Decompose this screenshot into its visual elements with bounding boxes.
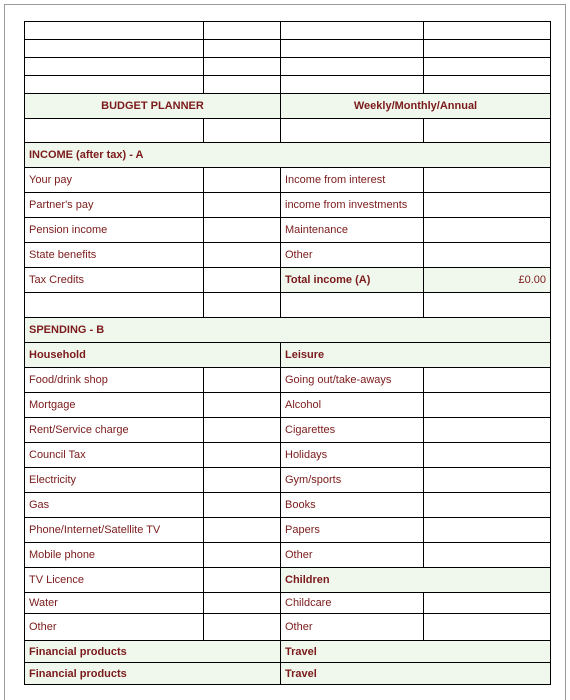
blank-row (25, 58, 551, 76)
row-label: Cigarettes (281, 418, 424, 443)
budget-planner-sheet (24, 21, 551, 685)
amount-cell[interactable] (204, 218, 281, 243)
amount-cell[interactable] (424, 368, 551, 393)
table-row (25, 443, 551, 468)
amount-cell[interactable] (204, 593, 281, 614)
children-heading: Children (281, 568, 551, 593)
amount-cell[interactable] (424, 614, 551, 641)
amount-cell[interactable] (204, 243, 281, 268)
row-label: Holidays (281, 443, 424, 468)
row-label: income from investments (281, 193, 424, 218)
category-heading-row (25, 343, 551, 368)
amount-cell[interactable] (204, 518, 281, 543)
page-title: BUDGET PLANNER (25, 94, 281, 119)
row-label: Food/drink shop (25, 368, 204, 393)
table-row (25, 614, 551, 641)
table-row (25, 193, 551, 218)
amount-cell[interactable] (204, 368, 281, 393)
amount-cell[interactable] (204, 493, 281, 518)
row-label: Council Tax (25, 443, 204, 468)
amount-cell[interactable] (204, 168, 281, 193)
amount-cell[interactable] (424, 243, 551, 268)
category-heading-row (25, 641, 551, 663)
table-row (25, 268, 551, 293)
amount-cell[interactable] (424, 168, 551, 193)
table-row (25, 518, 551, 543)
table-row (25, 393, 551, 418)
table-row (25, 543, 551, 568)
blank-row (25, 22, 551, 40)
row-label: Electricity (25, 468, 204, 493)
row-label: Rent/Service charge (25, 418, 204, 443)
amount-cell[interactable] (204, 468, 281, 493)
amount-cell[interactable] (424, 218, 551, 243)
financial-products-heading: Financial products (25, 663, 281, 685)
financial-products-heading: Financial products (25, 641, 281, 663)
row-label: Other (281, 614, 424, 641)
row-label: Income from interest (281, 168, 424, 193)
row-label: Pension income (25, 218, 204, 243)
total-income-label: Total income (A) (281, 268, 424, 293)
blank-row (25, 40, 551, 58)
period-heading: Weekly/Monthly/Annual (281, 94, 551, 119)
table-row (25, 468, 551, 493)
travel-heading: Travel (281, 641, 551, 663)
row-label: Other (25, 614, 204, 641)
row-label: Your pay (25, 168, 204, 193)
table-row (25, 218, 551, 243)
row-label: Partner's pay (25, 193, 204, 218)
row-label: Mortgage (25, 393, 204, 418)
amount-cell[interactable] (424, 418, 551, 443)
row-label: Childcare (281, 593, 424, 614)
row-label: Going out/take-aways (281, 368, 424, 393)
row-label: Other (281, 243, 424, 268)
leisure-heading: Leisure (281, 343, 551, 368)
row-label: Books (281, 493, 424, 518)
amount-cell[interactable] (204, 268, 281, 293)
amount-cell[interactable] (204, 543, 281, 568)
amount-cell[interactable] (204, 568, 281, 593)
total-income-value: £0.00 (424, 268, 551, 293)
amount-cell[interactable] (204, 418, 281, 443)
amount-cell[interactable] (424, 443, 551, 468)
row-label: Other (281, 543, 424, 568)
row-label: Tax Credits (25, 268, 204, 293)
row-label: TV Licence (25, 568, 204, 593)
amount-cell[interactable] (204, 193, 281, 218)
row-label: Mobile phone (25, 543, 204, 568)
row-label: Gym/sports (281, 468, 424, 493)
spending-heading: SPENDING - B (25, 318, 551, 343)
table-row (25, 368, 551, 393)
amount-cell[interactable] (204, 443, 281, 468)
blank-row (25, 76, 551, 94)
row-label: State benefits (25, 243, 204, 268)
row-label: Papers (281, 518, 424, 543)
title-row (25, 94, 551, 119)
amount-cell[interactable] (424, 468, 551, 493)
category-heading-row (25, 663, 551, 685)
amount-cell[interactable] (424, 193, 551, 218)
table-row (25, 593, 551, 614)
travel-heading: Travel (281, 663, 551, 685)
income-heading: INCOME (after tax) - A (25, 143, 551, 168)
household-heading: Household (25, 343, 281, 368)
blank-row (25, 119, 551, 143)
row-label: Maintenance (281, 218, 424, 243)
amount-cell[interactable] (204, 614, 281, 641)
row-label: Gas (25, 493, 204, 518)
table-row (25, 493, 551, 518)
amount-cell[interactable] (424, 493, 551, 518)
row-label: Alcohol (281, 393, 424, 418)
blank-row (25, 293, 551, 318)
table-row (25, 168, 551, 193)
row-label: Phone/Internet/Satellite TV (25, 518, 204, 543)
amount-cell[interactable] (424, 593, 551, 614)
table-row (25, 243, 551, 268)
income-section-row (25, 143, 551, 168)
amount-cell[interactable] (424, 518, 551, 543)
table-row (25, 418, 551, 443)
table-row (25, 568, 551, 593)
row-label: Water (25, 593, 204, 614)
amount-cell[interactable] (424, 393, 551, 418)
spending-section-row (25, 318, 551, 343)
amount-cell[interactable] (204, 393, 281, 418)
amount-cell[interactable] (424, 543, 551, 568)
